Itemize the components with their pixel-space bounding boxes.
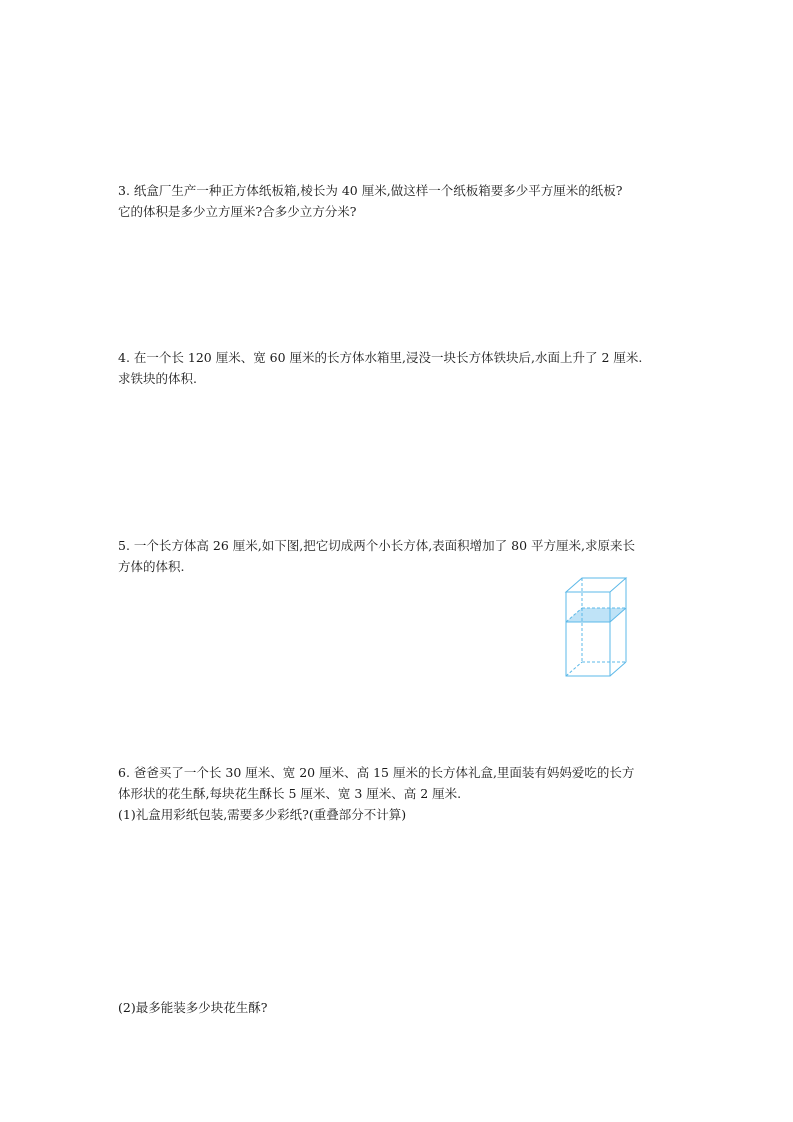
- question-5: [118, 535, 688, 577]
- question-6-line-2: 体形状的花生酥,每块花生酥长 5 厘米、宽 3 厘米、高 2 厘米.: [118, 786, 462, 801]
- question-3-line-2: 它的体积是多少立方厘米?合多少立方分米?: [118, 204, 357, 219]
- question-5-line-1: 5. 一个长方体高 26 厘米,如下图,把它切成两个小长方体,表面积增加了 80 平方厘米,求原来长: [118, 538, 635, 553]
- question-4-line-1: 4. 在一个长 120 厘米、宽 60 厘米的长方体水箱里,浸没一块长方体铁块后,水面上升了 2 厘米.: [118, 350, 643, 365]
- cut-plane: [566, 608, 626, 622]
- question-4-line-2: 求铁块的体积.: [118, 371, 197, 386]
- front-face: [566, 592, 610, 676]
- bottom-right-edge: [610, 662, 626, 676]
- question-5-line-2: 方体的体积.: [118, 559, 185, 574]
- question-6: [118, 762, 688, 825]
- question-6-part-2: (2)最多能装多少块花生酥?: [118, 1000, 268, 1015]
- question-4: [118, 347, 688, 389]
- cuboid-cut-figure: [560, 572, 632, 680]
- question-6-part-2-block: [118, 997, 688, 1018]
- top-face: [566, 578, 626, 592]
- question-3-line-1: 3. 纸盒厂生产一种正方体纸板箱,棱长为 40 厘米,做这样一个纸板箱要多少平方厘米的纸板?: [118, 183, 623, 198]
- question-6-part-1: (1)礼盒用彩纸包装,需要多少彩纸?(重叠部分不计算): [118, 807, 407, 822]
- hidden-edge-bottom-left: [566, 662, 582, 676]
- question-6-line-1: 6. 爸爸买了一个长 30 厘米、宽 20 厘米、高 15 厘米的长方体礼盒,里面装有妈妈爱吃的长方: [118, 765, 635, 780]
- question-3: [118, 180, 688, 222]
